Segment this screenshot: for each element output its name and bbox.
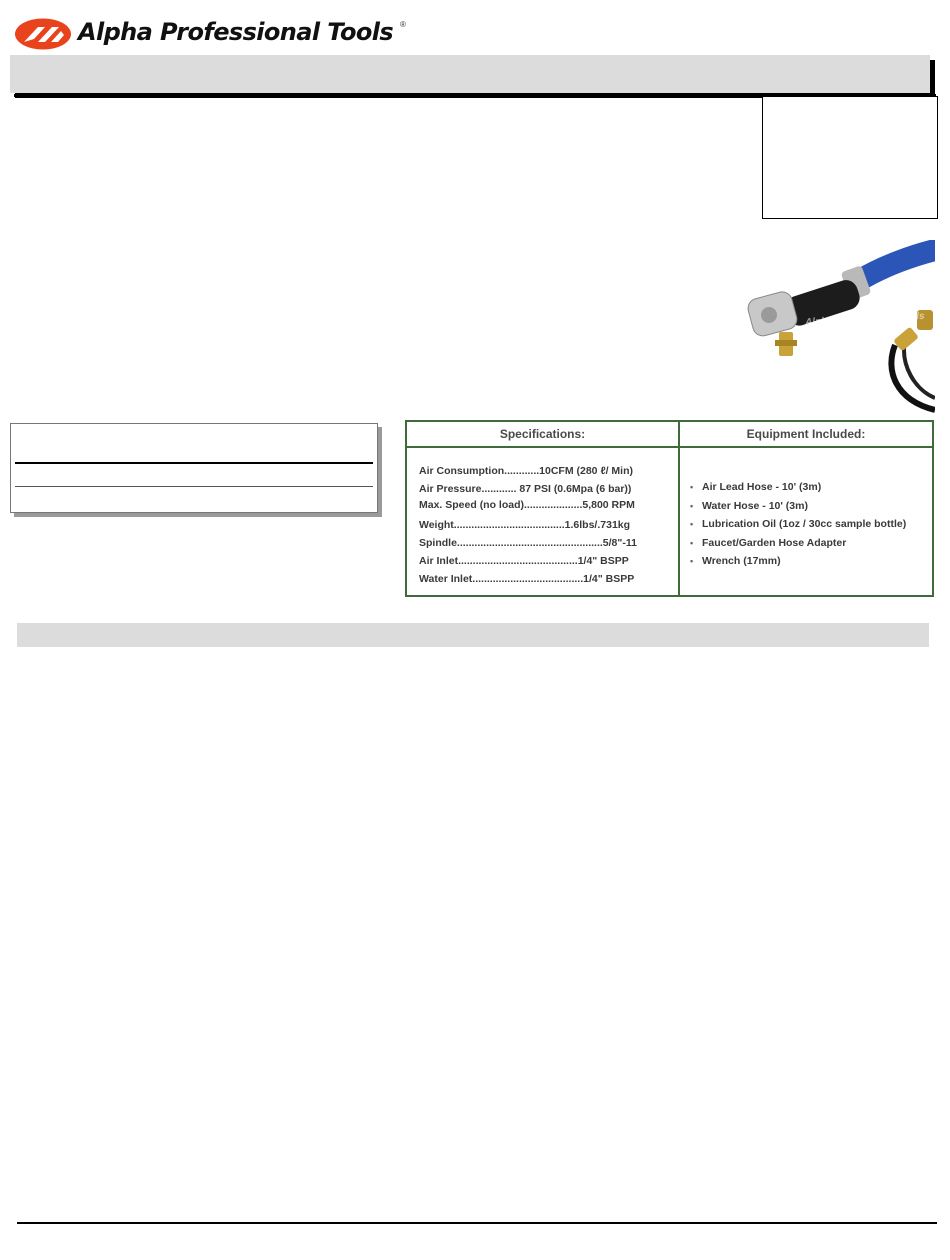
- list-item: [690, 534, 932, 553]
- registered-mark: ®: [400, 20, 406, 29]
- alpha-logo-icon: [14, 18, 72, 50]
- specifications-list: [407, 448, 678, 588]
- section-bar: [17, 623, 929, 647]
- spec-row: Air Inlet.........................................1/4" BSPP: [419, 555, 629, 567]
- spec-row: Water Inlet......................................1/4" BSPP: [419, 573, 635, 585]
- photo-watermark: Alpha Professional Tools: [804, 310, 925, 329]
- specifications-heading: Specifications:: [407, 422, 678, 448]
- company-logo: [14, 14, 414, 54]
- specifications-column: [407, 422, 680, 595]
- spec-row: Max. Speed (no load)....................5,800 RPM: [419, 499, 635, 511]
- product-photo: [745, 240, 935, 415]
- bullet-icon: •: [690, 482, 694, 492]
- footer-divider: [17, 1222, 937, 1224]
- bullet-icon: •: [690, 556, 694, 566]
- spec-row: Air Consumption............10CFM (280 ℓ/ Min): [419, 465, 633, 477]
- equipment-item: Faucet/Garden Hose Adapter: [702, 536, 847, 549]
- equipment-item: Wrench (17mm): [702, 555, 781, 567]
- box-divider-thin: [15, 486, 373, 487]
- grinder-illustration: [745, 240, 935, 415]
- list-item: [690, 515, 932, 534]
- box-divider-bold: [15, 462, 373, 464]
- spec-row: Air Pressure............ 87 PSI (0.6Mpa (6 bar)): [419, 483, 632, 495]
- info-box: [762, 96, 938, 219]
- equipment-item: Air Lead Hose - 10' (3m): [702, 481, 822, 493]
- list-item: [690, 497, 932, 516]
- spec-row: Spindle..................................................5/8"-11: [419, 537, 637, 549]
- equipment-list: [680, 448, 932, 571]
- equipment-item: Water Hose - 10' (3m): [702, 499, 808, 512]
- title-bar: [10, 55, 930, 93]
- list-item: [690, 478, 932, 497]
- equipment-heading: Equipment Included:: [680, 422, 932, 448]
- list-item: [690, 552, 932, 571]
- bullet-icon: •: [690, 537, 694, 548]
- model-box: [10, 423, 378, 513]
- spec-table: [405, 420, 934, 597]
- bullet-icon: •: [690, 519, 694, 529]
- bullet-icon: •: [690, 500, 694, 511]
- equipment-column: [680, 422, 932, 595]
- brand-name: Alpha Professional Tools: [78, 18, 394, 46]
- spec-row: Weight......................................1.6lbs/.731kg: [419, 519, 631, 531]
- equipment-item: Lubrication Oil (1oz / 30cc sample bottle): [702, 518, 907, 530]
